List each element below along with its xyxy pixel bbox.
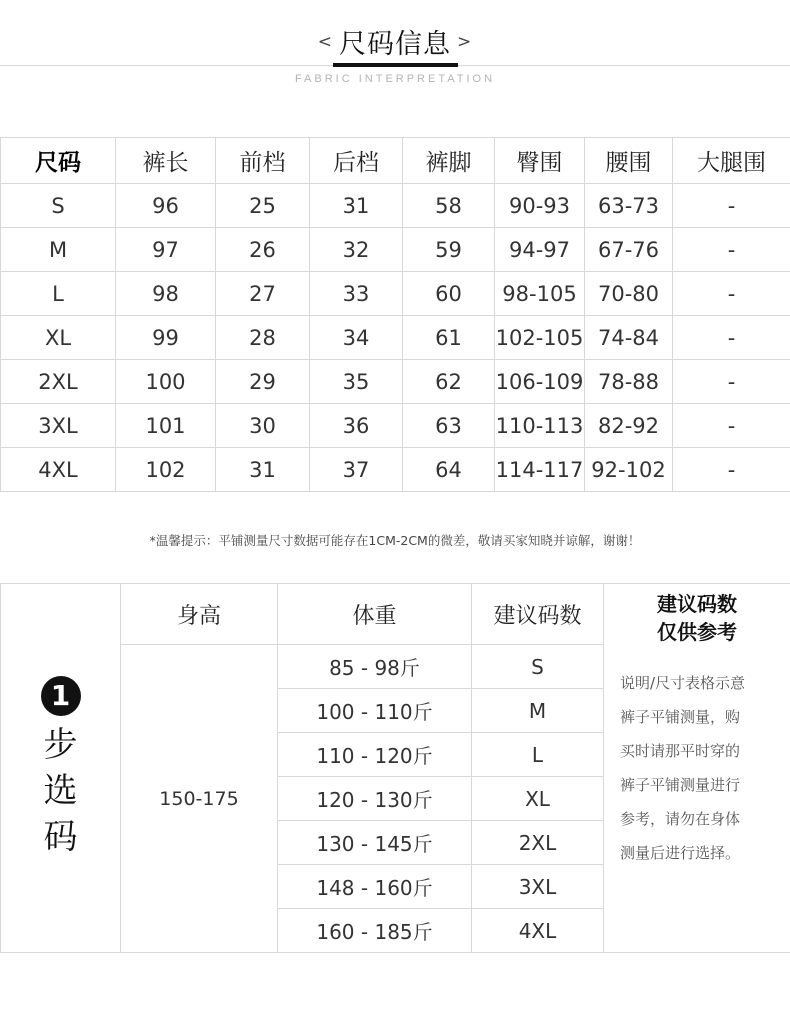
table-cell: 97	[116, 228, 216, 272]
weight-cell: 120 - 130斤	[278, 777, 472, 821]
header-cell: 身高	[121, 584, 278, 645]
table-cell: -	[673, 404, 790, 448]
table-row	[1, 272, 790, 316]
table-cell: -	[673, 316, 790, 360]
table-cell: 59	[403, 228, 495, 272]
header-cell: 体重	[278, 584, 472, 645]
note-line: 参考，请勿在身体	[620, 810, 741, 828]
chevron-left-icon: <	[317, 31, 333, 52]
size-label-cell: 4XL	[1, 448, 116, 492]
table-cell: 62	[403, 360, 495, 404]
step-number-badge: 1	[41, 676, 81, 716]
table-cell: 94-97	[495, 228, 585, 272]
table-cell: -	[673, 228, 790, 272]
table-cell: 61	[403, 316, 495, 360]
step-cell	[1, 584, 121, 953]
table-cell: 98-105	[495, 272, 585, 316]
note-line: 裤子平铺测量进行	[620, 776, 741, 794]
header-cell: 建议码数	[472, 584, 604, 645]
note-line: 测量后进行选择。	[620, 844, 741, 862]
table-cell: 58	[403, 184, 495, 228]
recommend-note-cell	[604, 584, 790, 953]
size-cell: 2XL	[472, 821, 604, 865]
step-label: 步 选 码	[43, 725, 78, 857]
table-row	[1, 448, 790, 492]
size-table-header	[1, 138, 790, 184]
note-line: 说明/尺寸表格示意	[620, 674, 746, 692]
size-cell: 3XL	[472, 865, 604, 909]
table-cell: 114-117	[495, 448, 585, 492]
header-cell: 臀围	[495, 138, 585, 184]
table-cell: 106-109	[495, 360, 585, 404]
chevron-right-icon: >	[457, 31, 473, 52]
table-cell: 31	[216, 448, 310, 492]
size-label-cell: S	[1, 184, 116, 228]
table-cell: 74-84	[585, 316, 673, 360]
table-cell: 32	[310, 228, 403, 272]
table-cell: 63-73	[585, 184, 673, 228]
size-label-cell: 2XL	[1, 360, 116, 404]
table-cell: 98	[116, 272, 216, 316]
weight-cell: 160 - 185斤	[278, 909, 472, 953]
header	[0, 0, 790, 95]
weight-cell: 100 - 110斤	[278, 689, 472, 733]
table-cell: 102-105	[495, 316, 585, 360]
recommend-header	[1, 584, 790, 645]
table-cell: 90-93	[495, 184, 585, 228]
size-label-cell: M	[1, 228, 116, 272]
table-cell: 27	[216, 272, 310, 316]
size-label-cell: XL	[1, 316, 116, 360]
size-table	[0, 137, 790, 492]
table-cell: 33	[310, 272, 403, 316]
table-cell: -	[673, 448, 790, 492]
note-line: 裤子平铺测量，购	[620, 708, 741, 726]
table-cell: 26	[216, 228, 310, 272]
table-cell: 34	[310, 316, 403, 360]
table-cell: 60	[403, 272, 495, 316]
table-cell: -	[673, 272, 790, 316]
header-cell: 腰围	[585, 138, 673, 184]
size-cell: M	[472, 689, 604, 733]
size-label-cell: 3XL	[1, 404, 116, 448]
header-cell: 大腿围	[673, 138, 790, 184]
header-cell: 裤脚	[403, 138, 495, 184]
weight-cell: 110 - 120斤	[278, 733, 472, 777]
measurement-note: *温馨提示：平铺测量尺寸数据可能存在1CM-2CM的微差，敬请买家知晓并谅解，谢谢！	[149, 533, 641, 548]
table-cell: 92-102	[585, 448, 673, 492]
table-cell: 28	[216, 316, 310, 360]
recommend-table	[0, 583, 790, 953]
section-title	[0, 22, 790, 61]
size-label-cell: L	[1, 272, 116, 316]
page-subtitle: FABRIC INTERPRETATION	[294, 73, 496, 85]
table-cell: 96	[116, 184, 216, 228]
height-range-cell: 150-175	[121, 645, 278, 953]
size-table-body	[1, 184, 790, 492]
header-cell: 后档	[310, 138, 403, 184]
table-cell: 110-113	[495, 404, 585, 448]
table-cell: 36	[310, 404, 403, 448]
table-row	[1, 316, 790, 360]
table-row	[1, 184, 790, 228]
recommend-note-text	[604, 666, 790, 870]
table-cell: 70-80	[585, 272, 673, 316]
table-cell: 35	[310, 360, 403, 404]
table-cell: -	[673, 184, 790, 228]
header-cell: 前档	[216, 138, 310, 184]
page-title: 尺码信息	[339, 29, 451, 60]
weight-cell: 130 - 145斤	[278, 821, 472, 865]
table-cell: 30	[216, 404, 310, 448]
table-cell: 31	[310, 184, 403, 228]
table-cell: -	[673, 360, 790, 404]
title-underline	[333, 63, 458, 67]
size-cell: 4XL	[472, 909, 604, 953]
table-row	[1, 404, 790, 448]
table-cell: 29	[216, 360, 310, 404]
weight-cell: 85 - 98斤	[278, 645, 472, 689]
header-cell: 裤长	[116, 138, 216, 184]
size-cell: S	[472, 645, 604, 689]
note-line: 买时请那平时穿的	[620, 742, 741, 760]
table-cell: 78-88	[585, 360, 673, 404]
table-cell: 64	[403, 448, 495, 492]
table-cell: 67-76	[585, 228, 673, 272]
table-cell: 101	[116, 404, 216, 448]
table-cell: 37	[310, 448, 403, 492]
recommend-note-title: 建议码数 仅供参考	[657, 592, 737, 644]
weight-cell: 148 - 160斤	[278, 865, 472, 909]
table-cell: 100	[116, 360, 216, 404]
table-cell: 102	[116, 448, 216, 492]
table-cell: 63	[403, 404, 495, 448]
size-cell: L	[472, 733, 604, 777]
table-row	[1, 360, 790, 404]
table-cell: 25	[216, 184, 310, 228]
table-row	[1, 228, 790, 272]
table-cell: 99	[116, 316, 216, 360]
header-cell: 尺码	[1, 138, 116, 184]
size-cell: XL	[472, 777, 604, 821]
table-cell: 82-92	[585, 404, 673, 448]
